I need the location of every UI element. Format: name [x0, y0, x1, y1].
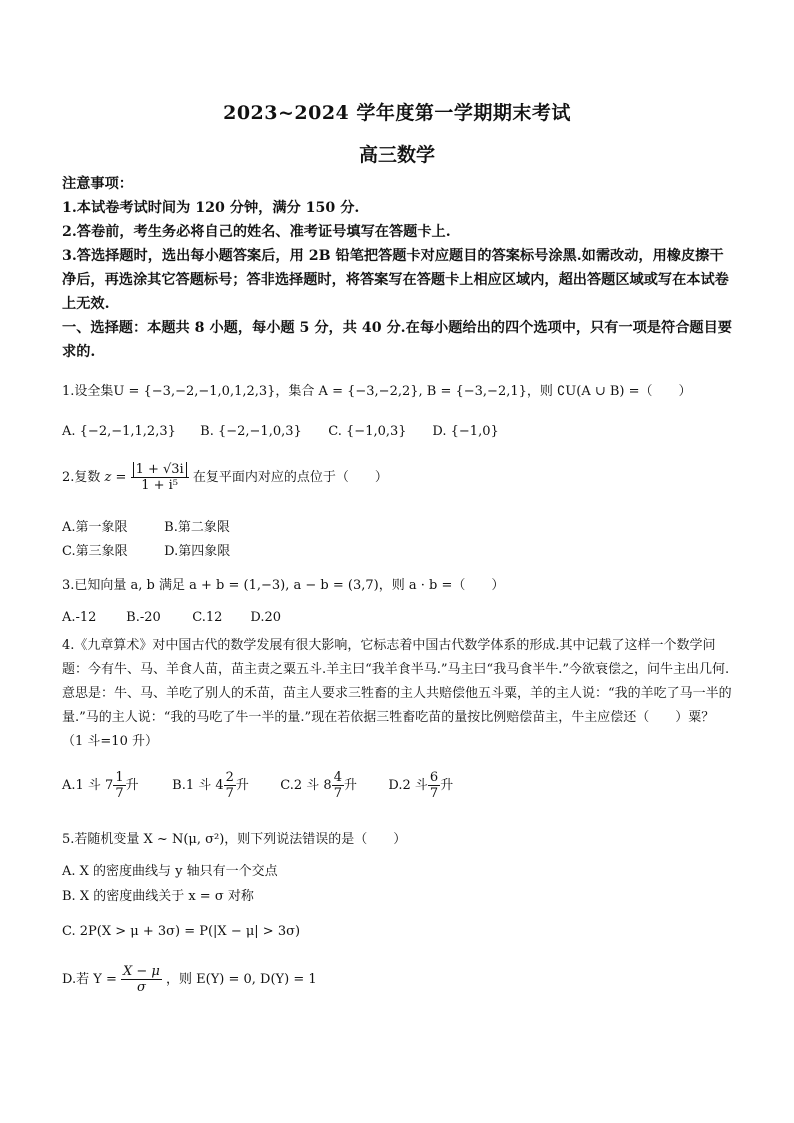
- exam-subtitle: 高三数学: [358, 144, 435, 166]
- question-2: [62, 462, 742, 493]
- note-item-3: 3.答选择题时，选出每小题答案后，用 2B 铅笔把答题卡对应题目的答案标号涂黑.如需改动，用橡皮擦干净后，再选涂其它答题标号；答非选择题时，将答案写在答题卡上相应区域内，超出答题区域或写在本试卷上无效.: [62, 248, 729, 312]
- q4-option-a: [62, 770, 168, 801]
- q4-option-c-post: 升: [344, 778, 358, 793]
- q2-options-row-2: [62, 540, 230, 564]
- q4-option-d-den: 7: [429, 786, 439, 801]
- q2-denominator: 1 + i⁵: [141, 478, 179, 493]
- q4-option-a-post: 升: [125, 778, 139, 793]
- q4-option-b-den: 7: [225, 786, 234, 801]
- q4-option-b-post: 升: [235, 778, 249, 793]
- q4-option-c-num: 4: [333, 770, 342, 785]
- q3-option-b: B.-20: [126, 610, 161, 625]
- q5-option-d-den: σ: [136, 980, 146, 995]
- q3-option-a: A.-12: [62, 610, 97, 625]
- q5-option-d-num: X − μ: [122, 964, 160, 979]
- q4-option-b-num: 2: [225, 770, 234, 785]
- q5-option-d-post: ，则 E(Y) = 0, D(Y) = 1: [166, 972, 317, 987]
- q1-option-a: A. {−2,−1,1,2,3}: [62, 424, 176, 439]
- q2-variable: z =: [104, 470, 127, 485]
- q4-option-d-num: 6: [429, 770, 439, 785]
- q2-suffix: 在复平面内对应的点位于（ ）: [192, 470, 388, 485]
- q5-option-d: [62, 964, 742, 995]
- q4-option-d: [388, 770, 453, 801]
- q2-option-c: C.第三象限: [62, 544, 128, 559]
- question-4: 4.《九章算术》对中国古代的数学发展有很大影响，它标志着中国古代数学体系的形成.其中记载了这样一个数学问题：今有牛、马、羊食人苗，苗主责之粟五斗.羊主曰“我羊食半马.”马主曰“我马食半牛.”今欲衰偿之，问牛主出几何.意思是：牛、马、羊吃了别人的禾苗，苗主人要求三牲畜的主人共赔偿他五斗粟，羊的主人说：“我的羊吃了马一半的量.”马的主人说：“我的马吃了牛一半的量.”现在若依据三牲畜吃苗的量按比例赔偿苗主，牛主应偿还（ ）粟？（1 斗=10 升）: [62, 638, 732, 749]
- q2-option-d: D.第四象限: [164, 544, 231, 559]
- q5-option-b: B. X 的密度曲线关于 x = σ 对称: [62, 889, 254, 904]
- q5-option-d-pre: D.若 Y =: [62, 972, 117, 987]
- note-item-1: 1.本试卷考试时间为 120 分钟，满分 150 分.: [62, 200, 360, 216]
- question-1-options: [62, 420, 499, 444]
- question-5: 5.若随机变量 X ~ N(μ, σ²)，则下列说法错误的是（ ）: [62, 832, 407, 847]
- q1-option-d: D. {−1,0}: [432, 424, 499, 439]
- q4-option-c-den: 7: [333, 786, 342, 801]
- q3-option-d: D.20: [250, 610, 282, 625]
- q2-option-a: A.第一象限: [62, 520, 128, 535]
- q1-option-b: B. {−2,−1,0,3}: [200, 424, 302, 439]
- q3-option-c: C.12: [192, 610, 223, 625]
- q2-options-row-1: [62, 516, 230, 540]
- q4-option-a-num: 1: [115, 770, 124, 785]
- notes-heading: 注意事项：: [62, 176, 133, 192]
- exam-title: 2023~2024 学年度第一学期期末考试: [223, 102, 571, 124]
- question-3-options: [62, 606, 281, 630]
- q4-option-b: [172, 770, 276, 801]
- note-item-2: 2.答卷前，考生务必将自己的姓名、准考证号填写在答题卡上.: [62, 224, 451, 240]
- q5-option-c: C. 2P(X > μ + 3σ) = P(|X − μ| > 3σ): [62, 924, 301, 939]
- section-heading: 一、选择题：本题共 8 小题，每小题 5 分，共 40 分.在每小题给出的四个选项中，只有一项是符合题目要求的.: [62, 320, 732, 360]
- q5-option-a: A. X 的密度曲线与 y 轴只有一个交点: [62, 864, 278, 879]
- q2-option-b: B.第二象限: [164, 520, 230, 535]
- q4-option-a-pre: A.1 斗 7: [62, 778, 114, 793]
- notes-block: [62, 172, 734, 364]
- q4-option-d-post: 升: [440, 778, 454, 793]
- q4-option-b-pre: B.1 斗 4: [172, 778, 224, 793]
- q4-option-d-pre: D.2 斗: [388, 778, 428, 793]
- q4-option-c: [280, 770, 384, 801]
- q2-numerator: 1 + √3i: [133, 462, 187, 477]
- question-4-options: [62, 770, 453, 801]
- q2-fraction: [131, 462, 189, 493]
- question-3: 3.已知向量 a, b 满足 a + b = (1,−3), a − b = (3,7)，则 a · b =（ ）: [62, 578, 505, 593]
- q4-option-a-den: 7: [115, 786, 124, 801]
- q1-option-c: C. {−1,0,3}: [328, 424, 407, 439]
- q2-prefix: 2.复数: [62, 470, 101, 485]
- question-1: 1.设全集U = {−3,−2,−1,0,1,2,3}，集合 A = {−3,−2,2}, B = {−3,−2,1}，则 ∁U(A ∪ B) =（ ）: [62, 384, 692, 399]
- q4-option-c-pre: C.2 斗 8: [280, 778, 332, 793]
